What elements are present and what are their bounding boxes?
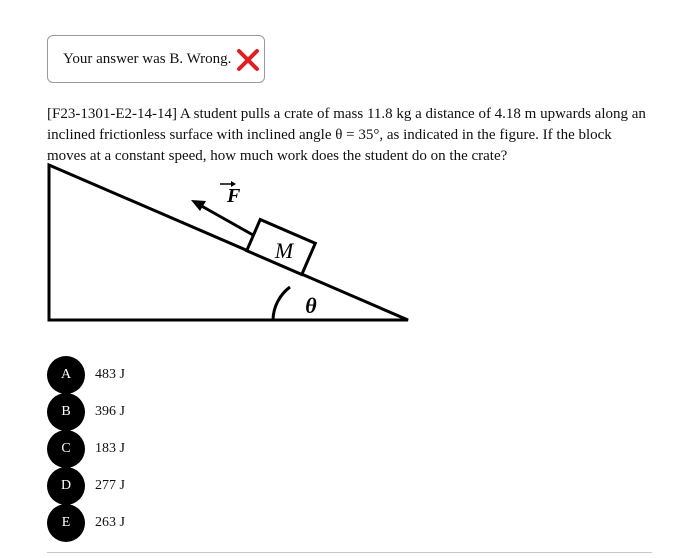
mass-label: M [274, 238, 294, 263]
close-x-icon [235, 47, 261, 73]
option-value: 396 J [95, 403, 125, 419]
option-c[interactable] [47, 430, 347, 467]
option-d[interactable] [47, 467, 347, 504]
option-letter: E [47, 504, 85, 542]
option-letter: A [47, 356, 85, 394]
feedback-box [47, 35, 265, 83]
angle-arc [273, 287, 290, 320]
feedback-text: Your answer was B. Wrong. [63, 50, 232, 67]
option-value: 183 J [95, 440, 125, 456]
bottom-divider [47, 552, 652, 553]
option-value: 483 J [95, 366, 125, 382]
option-value: 263 J [95, 514, 125, 530]
angle-label: θ [305, 293, 317, 318]
question-text: [F23-1301-E2-14-14] A student pulls a crate of mass 11.8 kg a distance of 4.18 m upwards along an inclined frictionless surface with inclined angle θ = 35°, as indicated in the figure. If the block moves at a constant speed, how much work does the student do on the crate? [47, 106, 646, 164]
force-label: F [227, 185, 241, 207]
option-letter: C [47, 430, 85, 468]
option-b[interactable] [47, 393, 347, 430]
answer-options [47, 356, 347, 541]
option-e[interactable] [47, 504, 347, 541]
force-arrow [198, 204, 253, 235]
option-letter: B [47, 393, 85, 431]
incline-diagram [46, 160, 416, 325]
option-a[interactable] [47, 356, 347, 393]
option-value: 277 J [95, 477, 125, 493]
option-letter: D [47, 467, 85, 505]
force-arrowhead [191, 200, 206, 211]
